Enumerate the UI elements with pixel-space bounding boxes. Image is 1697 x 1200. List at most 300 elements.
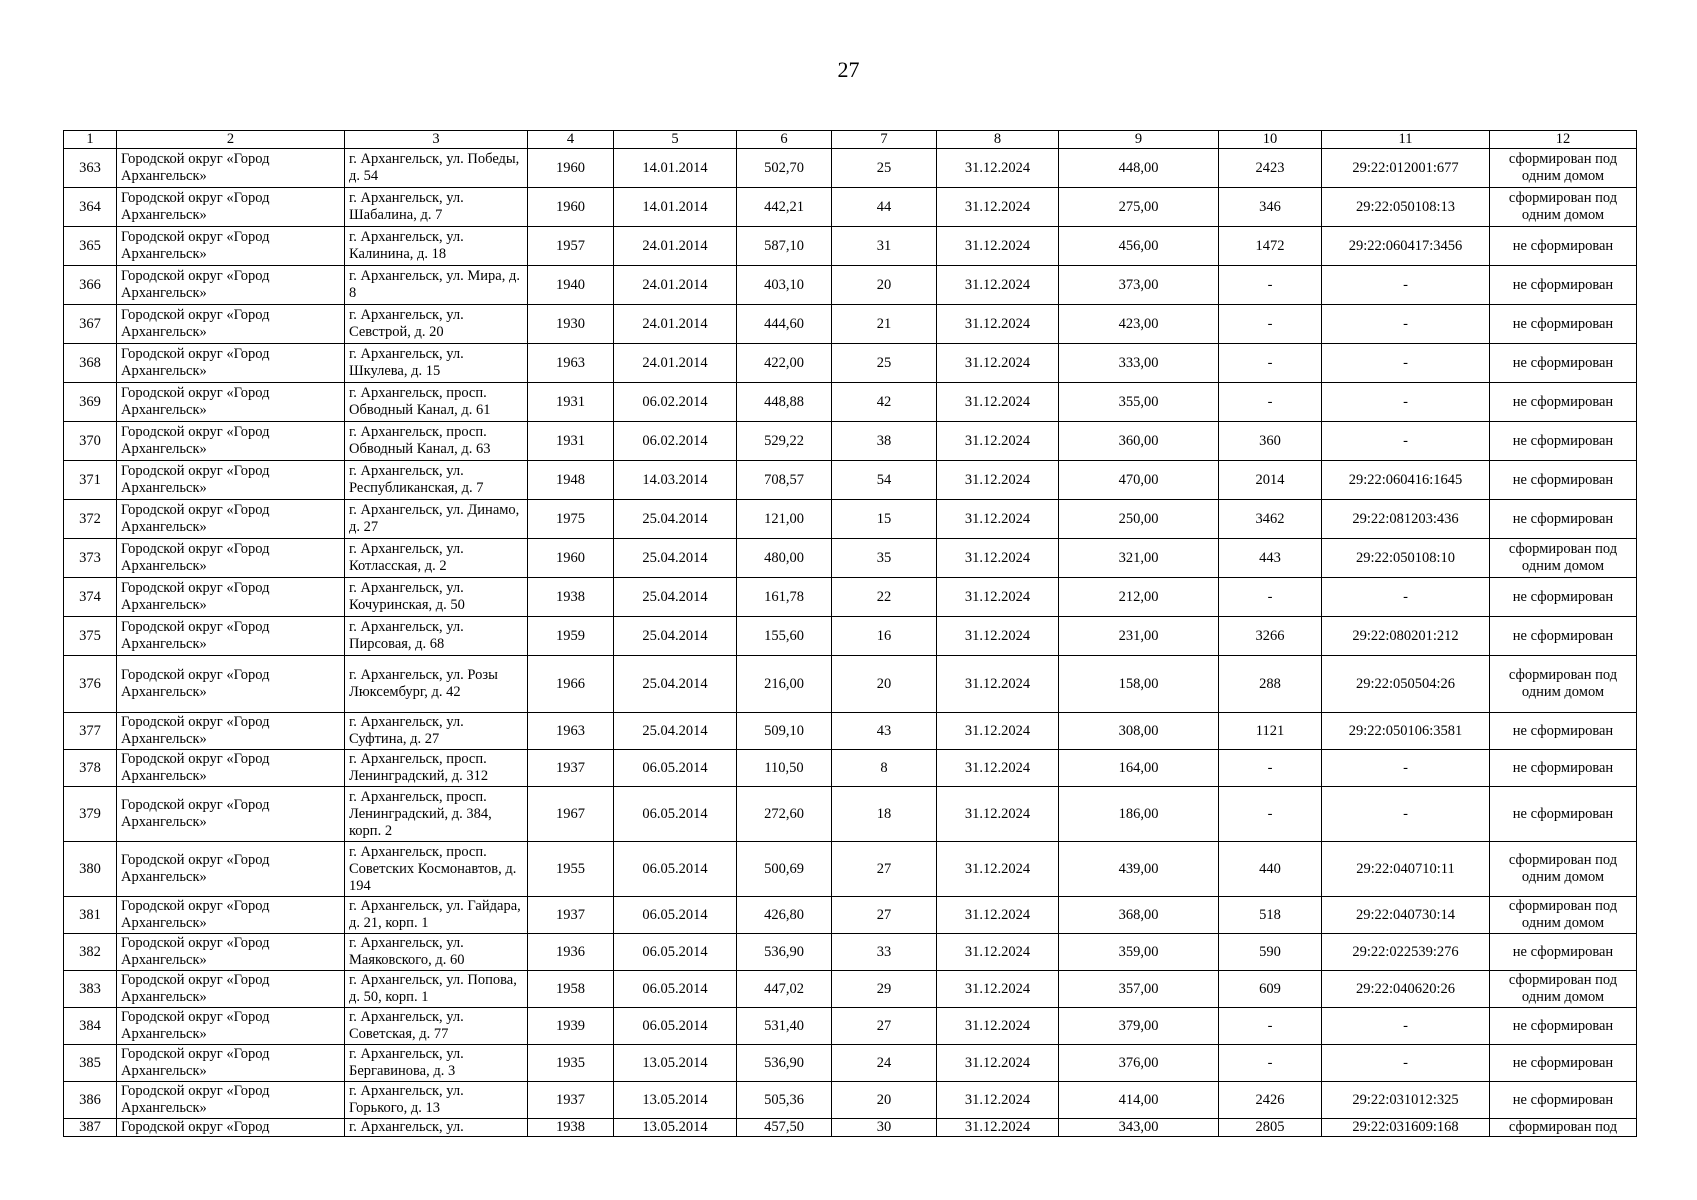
- recognition-date-cell: 24.01.2014: [614, 227, 737, 266]
- owner-cell: Городской округ «Город Архангельск»: [117, 1045, 345, 1082]
- land-status-cell: не сформирован: [1490, 1045, 1637, 1082]
- land-status-cell: сформирован под одним домом: [1490, 656, 1637, 713]
- address-cell: г. Архангельск, ул. Динамо, д. 27: [345, 500, 528, 539]
- year-built-cell: 1963: [528, 713, 614, 750]
- total-area-cell: 448,88: [737, 383, 832, 422]
- address-cell: г. Архангельск, ул. Маяковского, д. 60: [345, 934, 528, 971]
- resettlement-deadline-cell: 31.12.2024: [937, 713, 1059, 750]
- address-cell: г. Архангельск, ул. Горького, д. 13: [345, 1082, 528, 1119]
- land-status-cell: сформирован под одним домом: [1490, 897, 1637, 934]
- land-status-cell: не сформирован: [1490, 461, 1637, 500]
- total-area-cell: 529,22: [737, 422, 832, 461]
- residents-cell: 20: [832, 1082, 937, 1119]
- year-built-cell: 1931: [528, 422, 614, 461]
- table-row: [64, 971, 1637, 1008]
- total-area-cell: 505,36: [737, 1082, 832, 1119]
- recognition-date-cell: 14.03.2014: [614, 461, 737, 500]
- cadastral-number-cell: 29:22:050108:10: [1322, 539, 1490, 578]
- row-number-cell: 374: [64, 578, 117, 617]
- column-number-row: [64, 131, 1637, 149]
- owner-cell: Городской округ «Город Архангельск»: [117, 750, 345, 787]
- table-row: [64, 227, 1637, 266]
- residents-cell: 22: [832, 578, 937, 617]
- table-row: [64, 578, 1637, 617]
- row-number-cell: 381: [64, 897, 117, 934]
- address-cell: г. Архангельск, ул. Советская, д. 77: [345, 1008, 528, 1045]
- year-built-cell: 1948: [528, 461, 614, 500]
- land-status-cell: не сформирован: [1490, 305, 1637, 344]
- table-row: [64, 305, 1637, 344]
- land-status-cell: не сформирован: [1490, 617, 1637, 656]
- row-number-cell: 387: [64, 1119, 117, 1137]
- cadastral-number-cell: 29:22:040620:26: [1322, 971, 1490, 1008]
- land-status-cell: не сформирован: [1490, 227, 1637, 266]
- table-row: [64, 1045, 1637, 1082]
- land-area-cell: 1121: [1219, 713, 1322, 750]
- address-cell: г. Архангельск, ул. Шкулева, д. 15: [345, 344, 528, 383]
- table-row: [64, 617, 1637, 656]
- address-cell: г. Архангельск, ул. Шабалина, д. 7: [345, 188, 528, 227]
- table-body: [64, 149, 1637, 1137]
- residents-cell: 42: [832, 383, 937, 422]
- living-area-cell: 439,00: [1059, 842, 1219, 897]
- cadastral-number-cell: 29:22:040730:14: [1322, 897, 1490, 934]
- total-area-cell: 536,90: [737, 1045, 832, 1082]
- resettlement-deadline-cell: 31.12.2024: [937, 1082, 1059, 1119]
- year-built-cell: 1930: [528, 305, 614, 344]
- table-row: [64, 422, 1637, 461]
- residents-cell: 35: [832, 539, 937, 578]
- living-area-cell: 470,00: [1059, 461, 1219, 500]
- table-row: [64, 188, 1637, 227]
- cadastral-number-cell: 29:22:022539:276: [1322, 934, 1490, 971]
- owner-cell: Городской округ «Город: [117, 1119, 345, 1137]
- year-built-cell: 1937: [528, 1082, 614, 1119]
- recognition-date-cell: 06.02.2014: [614, 383, 737, 422]
- land-status-cell: сформирован под одним домом: [1490, 149, 1637, 188]
- living-area-cell: 250,00: [1059, 500, 1219, 539]
- land-area-cell: 2805: [1219, 1119, 1322, 1137]
- address-cell: г. Архангельск, ул. Калинина, д. 18: [345, 227, 528, 266]
- year-built-cell: 1958: [528, 971, 614, 1008]
- total-area-cell: 422,00: [737, 344, 832, 383]
- residents-cell: 31: [832, 227, 937, 266]
- resettlement-deadline-cell: 31.12.2024: [937, 461, 1059, 500]
- residents-cell: 15: [832, 500, 937, 539]
- living-area-cell: 343,00: [1059, 1119, 1219, 1137]
- living-area-cell: 186,00: [1059, 787, 1219, 842]
- address-cell: г. Архангельск, просп. Обводный Канал, д. 63: [345, 422, 528, 461]
- row-number-cell: 366: [64, 266, 117, 305]
- housing-registry-table: [63, 130, 1637, 1137]
- total-area-cell: 161,78: [737, 578, 832, 617]
- cadastral-number-cell: -: [1322, 383, 1490, 422]
- residents-cell: 18: [832, 787, 937, 842]
- land-status-cell: не сформирован: [1490, 266, 1637, 305]
- owner-cell: Городской округ «Город Архангельск»: [117, 539, 345, 578]
- cadastral-number-cell: 29:22:060417:3456: [1322, 227, 1490, 266]
- cadastral-number-cell: 29:22:050108:13: [1322, 188, 1490, 227]
- land-area-cell: 518: [1219, 897, 1322, 934]
- resettlement-deadline-cell: 31.12.2024: [937, 266, 1059, 305]
- address-cell: г. Архангельск, просп. Советских Космонавтов, д. 194: [345, 842, 528, 897]
- row-number-cell: 376: [64, 656, 117, 713]
- total-area-cell: 480,00: [737, 539, 832, 578]
- owner-cell: Городской округ «Город Архангельск»: [117, 1008, 345, 1045]
- land-area-cell: 440: [1219, 842, 1322, 897]
- land-area-cell: 2423: [1219, 149, 1322, 188]
- land-area-cell: 2014: [1219, 461, 1322, 500]
- year-built-cell: 1938: [528, 578, 614, 617]
- year-built-cell: 1963: [528, 344, 614, 383]
- land-area-cell: 1472: [1219, 227, 1322, 266]
- living-area-cell: 368,00: [1059, 897, 1219, 934]
- living-area-cell: 333,00: [1059, 344, 1219, 383]
- table-row: [64, 1008, 1637, 1045]
- address-cell: г. Архангельск, ул. Бергавинова, д. 3: [345, 1045, 528, 1082]
- total-area-cell: 587,10: [737, 227, 832, 266]
- cadastral-number-cell: -: [1322, 1008, 1490, 1045]
- residents-cell: 27: [832, 842, 937, 897]
- address-cell: г. Архангельск, ул. Суфтина, д. 27: [345, 713, 528, 750]
- residents-cell: 44: [832, 188, 937, 227]
- address-cell: г. Архангельск, ул. Розы Люксембург, д. 42: [345, 656, 528, 713]
- owner-cell: Городской округ «Город Архангельск»: [117, 656, 345, 713]
- year-built-cell: 1957: [528, 227, 614, 266]
- total-area-cell: 500,69: [737, 842, 832, 897]
- residents-cell: 38: [832, 422, 937, 461]
- total-area-cell: 121,00: [737, 500, 832, 539]
- residents-cell: 27: [832, 897, 937, 934]
- column-header: 9: [1059, 131, 1219, 149]
- resettlement-deadline-cell: 31.12.2024: [937, 897, 1059, 934]
- address-cell: г. Архангельск, ул. Севстрой, д. 20: [345, 305, 528, 344]
- land-area-cell: 590: [1219, 934, 1322, 971]
- land-status-cell: не сформирован: [1490, 422, 1637, 461]
- total-area-cell: 536,90: [737, 934, 832, 971]
- land-area-cell: -: [1219, 383, 1322, 422]
- column-header: 11: [1322, 131, 1490, 149]
- year-built-cell: 1959: [528, 617, 614, 656]
- owner-cell: Городской округ «Город Архангельск»: [117, 422, 345, 461]
- residents-cell: 16: [832, 617, 937, 656]
- address-cell: г. Архангельск, ул. Кочуринская, д. 50: [345, 578, 528, 617]
- owner-cell: Городской округ «Город Архангельск»: [117, 149, 345, 188]
- column-header: 4: [528, 131, 614, 149]
- table-row: [64, 934, 1637, 971]
- total-area-cell: 447,02: [737, 971, 832, 1008]
- address-cell: г. Архангельск, ул. Победы, д. 54: [345, 149, 528, 188]
- recognition-date-cell: 06.05.2014: [614, 1008, 737, 1045]
- row-number-cell: 383: [64, 971, 117, 1008]
- address-cell: г. Архангельск, ул. Мира, д. 8: [345, 266, 528, 305]
- resettlement-deadline-cell: 31.12.2024: [937, 656, 1059, 713]
- year-built-cell: 1960: [528, 539, 614, 578]
- resettlement-deadline-cell: 31.12.2024: [937, 539, 1059, 578]
- cadastral-number-cell: -: [1322, 305, 1490, 344]
- resettlement-deadline-cell: 31.12.2024: [937, 1008, 1059, 1045]
- living-area-cell: 321,00: [1059, 539, 1219, 578]
- land-area-cell: 288: [1219, 656, 1322, 713]
- table-row: [64, 539, 1637, 578]
- year-built-cell: 1937: [528, 750, 614, 787]
- owner-cell: Городской округ «Город Архангельск»: [117, 227, 345, 266]
- resettlement-deadline-cell: 31.12.2024: [937, 500, 1059, 539]
- address-cell: г. Архангельск, ул.: [345, 1119, 528, 1137]
- living-area-cell: 376,00: [1059, 1045, 1219, 1082]
- total-area-cell: 442,21: [737, 188, 832, 227]
- recognition-date-cell: 06.05.2014: [614, 934, 737, 971]
- owner-cell: Городской округ «Город Архангельск»: [117, 713, 345, 750]
- land-status-cell: не сформирован: [1490, 1008, 1637, 1045]
- living-area-cell: 164,00: [1059, 750, 1219, 787]
- owner-cell: Городской округ «Город Архангельск»: [117, 344, 345, 383]
- residents-cell: 54: [832, 461, 937, 500]
- recognition-date-cell: 06.05.2014: [614, 750, 737, 787]
- residents-cell: 43: [832, 713, 937, 750]
- year-built-cell: 1936: [528, 934, 614, 971]
- residents-cell: 8: [832, 750, 937, 787]
- owner-cell: Городской округ «Город Архангельск»: [117, 383, 345, 422]
- table-row: [64, 842, 1637, 897]
- living-area-cell: 357,00: [1059, 971, 1219, 1008]
- land-area-cell: -: [1219, 750, 1322, 787]
- row-number-cell: 364: [64, 188, 117, 227]
- column-header: 2: [117, 131, 345, 149]
- resettlement-deadline-cell: 31.12.2024: [937, 1045, 1059, 1082]
- land-area-cell: 609: [1219, 971, 1322, 1008]
- total-area-cell: 502,70: [737, 149, 832, 188]
- land-status-cell: сформирован под: [1490, 1119, 1637, 1137]
- land-area-cell: -: [1219, 1008, 1322, 1045]
- land-status-cell: не сформирован: [1490, 578, 1637, 617]
- cadastral-number-cell: 29:22:040710:11: [1322, 842, 1490, 897]
- living-area-cell: 158,00: [1059, 656, 1219, 713]
- total-area-cell: 155,60: [737, 617, 832, 656]
- land-status-cell: сформирован под одним домом: [1490, 842, 1637, 897]
- resettlement-deadline-cell: 31.12.2024: [937, 842, 1059, 897]
- address-cell: г. Архангельск, ул. Пирсовая, д. 68: [345, 617, 528, 656]
- column-header: 12: [1490, 131, 1637, 149]
- owner-cell: Городской округ «Город Архангельск»: [117, 934, 345, 971]
- cadastral-number-cell: -: [1322, 787, 1490, 842]
- table-row: [64, 750, 1637, 787]
- column-header: 8: [937, 131, 1059, 149]
- total-area-cell: 272,60: [737, 787, 832, 842]
- owner-cell: Городской округ «Город Архангельск»: [117, 1082, 345, 1119]
- residents-cell: 27: [832, 1008, 937, 1045]
- year-built-cell: 1939: [528, 1008, 614, 1045]
- resettlement-deadline-cell: 31.12.2024: [937, 617, 1059, 656]
- row-number-cell: 377: [64, 713, 117, 750]
- owner-cell: Городской округ «Город Архангельск»: [117, 266, 345, 305]
- owner-cell: Городской округ «Город Архангельск»: [117, 787, 345, 842]
- land-area-cell: -: [1219, 266, 1322, 305]
- land-status-cell: не сформирован: [1490, 344, 1637, 383]
- row-number-cell: 380: [64, 842, 117, 897]
- table-row: [64, 787, 1637, 842]
- address-cell: г. Архангельск, просп. Ленинградский, д. 312: [345, 750, 528, 787]
- row-number-cell: 384: [64, 1008, 117, 1045]
- residents-cell: 24: [832, 1045, 937, 1082]
- column-header: 5: [614, 131, 737, 149]
- row-number-cell: 369: [64, 383, 117, 422]
- resettlement-deadline-cell: 31.12.2024: [937, 227, 1059, 266]
- owner-cell: Городской округ «Город Архангельск»: [117, 971, 345, 1008]
- recognition-date-cell: 24.01.2014: [614, 266, 737, 305]
- table-row: [64, 461, 1637, 500]
- total-area-cell: 531,40: [737, 1008, 832, 1045]
- resettlement-deadline-cell: 31.12.2024: [937, 422, 1059, 461]
- row-number-cell: 378: [64, 750, 117, 787]
- land-area-cell: -: [1219, 305, 1322, 344]
- table-row: [64, 1119, 1637, 1137]
- column-header: 10: [1219, 131, 1322, 149]
- total-area-cell: 216,00: [737, 656, 832, 713]
- resettlement-deadline-cell: 31.12.2024: [937, 750, 1059, 787]
- land-status-cell: сформирован под одним домом: [1490, 971, 1637, 1008]
- land-status-cell: не сформирован: [1490, 383, 1637, 422]
- living-area-cell: 360,00: [1059, 422, 1219, 461]
- residents-cell: 30: [832, 1119, 937, 1137]
- year-built-cell: 1940: [528, 266, 614, 305]
- cadastral-number-cell: -: [1322, 266, 1490, 305]
- cadastral-number-cell: 29:22:012001:677: [1322, 149, 1490, 188]
- total-area-cell: 708,57: [737, 461, 832, 500]
- residents-cell: 25: [832, 149, 937, 188]
- row-number-cell: 365: [64, 227, 117, 266]
- resettlement-deadline-cell: 31.12.2024: [937, 344, 1059, 383]
- land-area-cell: 443: [1219, 539, 1322, 578]
- row-number-cell: 373: [64, 539, 117, 578]
- resettlement-deadline-cell: 31.12.2024: [937, 787, 1059, 842]
- living-area-cell: 231,00: [1059, 617, 1219, 656]
- table-row: [64, 656, 1637, 713]
- total-area-cell: 444,60: [737, 305, 832, 344]
- cadastral-number-cell: -: [1322, 750, 1490, 787]
- land-status-cell: не сформирован: [1490, 787, 1637, 842]
- column-header: 1: [64, 131, 117, 149]
- row-number-cell: 379: [64, 787, 117, 842]
- cadastral-number-cell: -: [1322, 1045, 1490, 1082]
- table-row: [64, 500, 1637, 539]
- total-area-cell: 403,10: [737, 266, 832, 305]
- recognition-date-cell: 13.05.2014: [614, 1119, 737, 1137]
- living-area-cell: 355,00: [1059, 383, 1219, 422]
- year-built-cell: 1967: [528, 787, 614, 842]
- resettlement-deadline-cell: 31.12.2024: [937, 188, 1059, 227]
- cadastral-number-cell: 29:22:081203:436: [1322, 500, 1490, 539]
- total-area-cell: 509,10: [737, 713, 832, 750]
- owner-cell: Городской округ «Город Архангельск»: [117, 461, 345, 500]
- recognition-date-cell: 25.04.2014: [614, 539, 737, 578]
- residents-cell: 20: [832, 266, 937, 305]
- row-number-cell: 372: [64, 500, 117, 539]
- recognition-date-cell: 25.04.2014: [614, 578, 737, 617]
- owner-cell: Городской округ «Город Архангельск»: [117, 578, 345, 617]
- land-area-cell: -: [1219, 787, 1322, 842]
- row-number-cell: 385: [64, 1045, 117, 1082]
- year-built-cell: 1960: [528, 149, 614, 188]
- residents-cell: 25: [832, 344, 937, 383]
- owner-cell: Городской округ «Город Архангельск»: [117, 500, 345, 539]
- land-area-cell: -: [1219, 1045, 1322, 1082]
- living-area-cell: 275,00: [1059, 188, 1219, 227]
- row-number-cell: 386: [64, 1082, 117, 1119]
- year-built-cell: 1935: [528, 1045, 614, 1082]
- land-status-cell: сформирован под одним домом: [1490, 188, 1637, 227]
- living-area-cell: 373,00: [1059, 266, 1219, 305]
- living-area-cell: 456,00: [1059, 227, 1219, 266]
- column-header: 7: [832, 131, 937, 149]
- recognition-date-cell: 25.04.2014: [614, 656, 737, 713]
- address-cell: г. Архангельск, просп. Ленинградский, д. 384, корп. 2: [345, 787, 528, 842]
- owner-cell: Городской округ «Город Архангельск»: [117, 188, 345, 227]
- recognition-date-cell: 14.01.2014: [614, 149, 737, 188]
- column-header: 3: [345, 131, 528, 149]
- land-status-cell: не сформирован: [1490, 750, 1637, 787]
- total-area-cell: 457,50: [737, 1119, 832, 1137]
- owner-cell: Городской округ «Город Архангельск»: [117, 617, 345, 656]
- year-built-cell: 1931: [528, 383, 614, 422]
- row-number-cell: 382: [64, 934, 117, 971]
- table-row: [64, 149, 1637, 188]
- page-number: 27: [837, 57, 860, 82]
- cadastral-number-cell: 29:22:080201:212: [1322, 617, 1490, 656]
- recognition-date-cell: 14.01.2014: [614, 188, 737, 227]
- row-number-cell: 368: [64, 344, 117, 383]
- land-status-cell: не сформирован: [1490, 500, 1637, 539]
- living-area-cell: 423,00: [1059, 305, 1219, 344]
- table-row: [64, 344, 1637, 383]
- owner-cell: Городской округ «Город Архангельск»: [117, 842, 345, 897]
- year-built-cell: 1960: [528, 188, 614, 227]
- land-area-cell: 3462: [1219, 500, 1322, 539]
- recognition-date-cell: 25.04.2014: [614, 500, 737, 539]
- recognition-date-cell: 06.05.2014: [614, 842, 737, 897]
- recognition-date-cell: 06.05.2014: [614, 787, 737, 842]
- resettlement-deadline-cell: 31.12.2024: [937, 383, 1059, 422]
- land-area-cell: 2426: [1219, 1082, 1322, 1119]
- table-row: [64, 266, 1637, 305]
- land-area-cell: -: [1219, 578, 1322, 617]
- total-area-cell: 110,50: [737, 750, 832, 787]
- land-status-cell: не сформирован: [1490, 713, 1637, 750]
- resettlement-deadline-cell: 31.12.2024: [937, 149, 1059, 188]
- address-cell: г. Архангельск, ул. Республиканская, д. 7: [345, 461, 528, 500]
- residents-cell: 21: [832, 305, 937, 344]
- address-cell: г. Архангельск, ул. Попова, д. 50, корп. 1: [345, 971, 528, 1008]
- cadastral-number-cell: -: [1322, 578, 1490, 617]
- row-number-cell: 363: [64, 149, 117, 188]
- cadastral-number-cell: 29:22:031609:168: [1322, 1119, 1490, 1137]
- row-number-cell: 375: [64, 617, 117, 656]
- recognition-date-cell: 13.05.2014: [614, 1082, 737, 1119]
- owner-cell: Городской округ «Город Архангельск»: [117, 897, 345, 934]
- recognition-date-cell: 06.05.2014: [614, 971, 737, 1008]
- land-area-cell: 360: [1219, 422, 1322, 461]
- row-number-cell: 370: [64, 422, 117, 461]
- row-number-cell: 367: [64, 305, 117, 344]
- table-row: [64, 383, 1637, 422]
- column-header: 6: [737, 131, 832, 149]
- cadastral-number-cell: 29:22:050504:26: [1322, 656, 1490, 713]
- cadastral-number-cell: 29:22:050106:3581: [1322, 713, 1490, 750]
- cadastral-number-cell: 29:22:060416:1645: [1322, 461, 1490, 500]
- cadastral-number-cell: -: [1322, 422, 1490, 461]
- recognition-date-cell: 24.01.2014: [614, 344, 737, 383]
- recognition-date-cell: 25.04.2014: [614, 713, 737, 750]
